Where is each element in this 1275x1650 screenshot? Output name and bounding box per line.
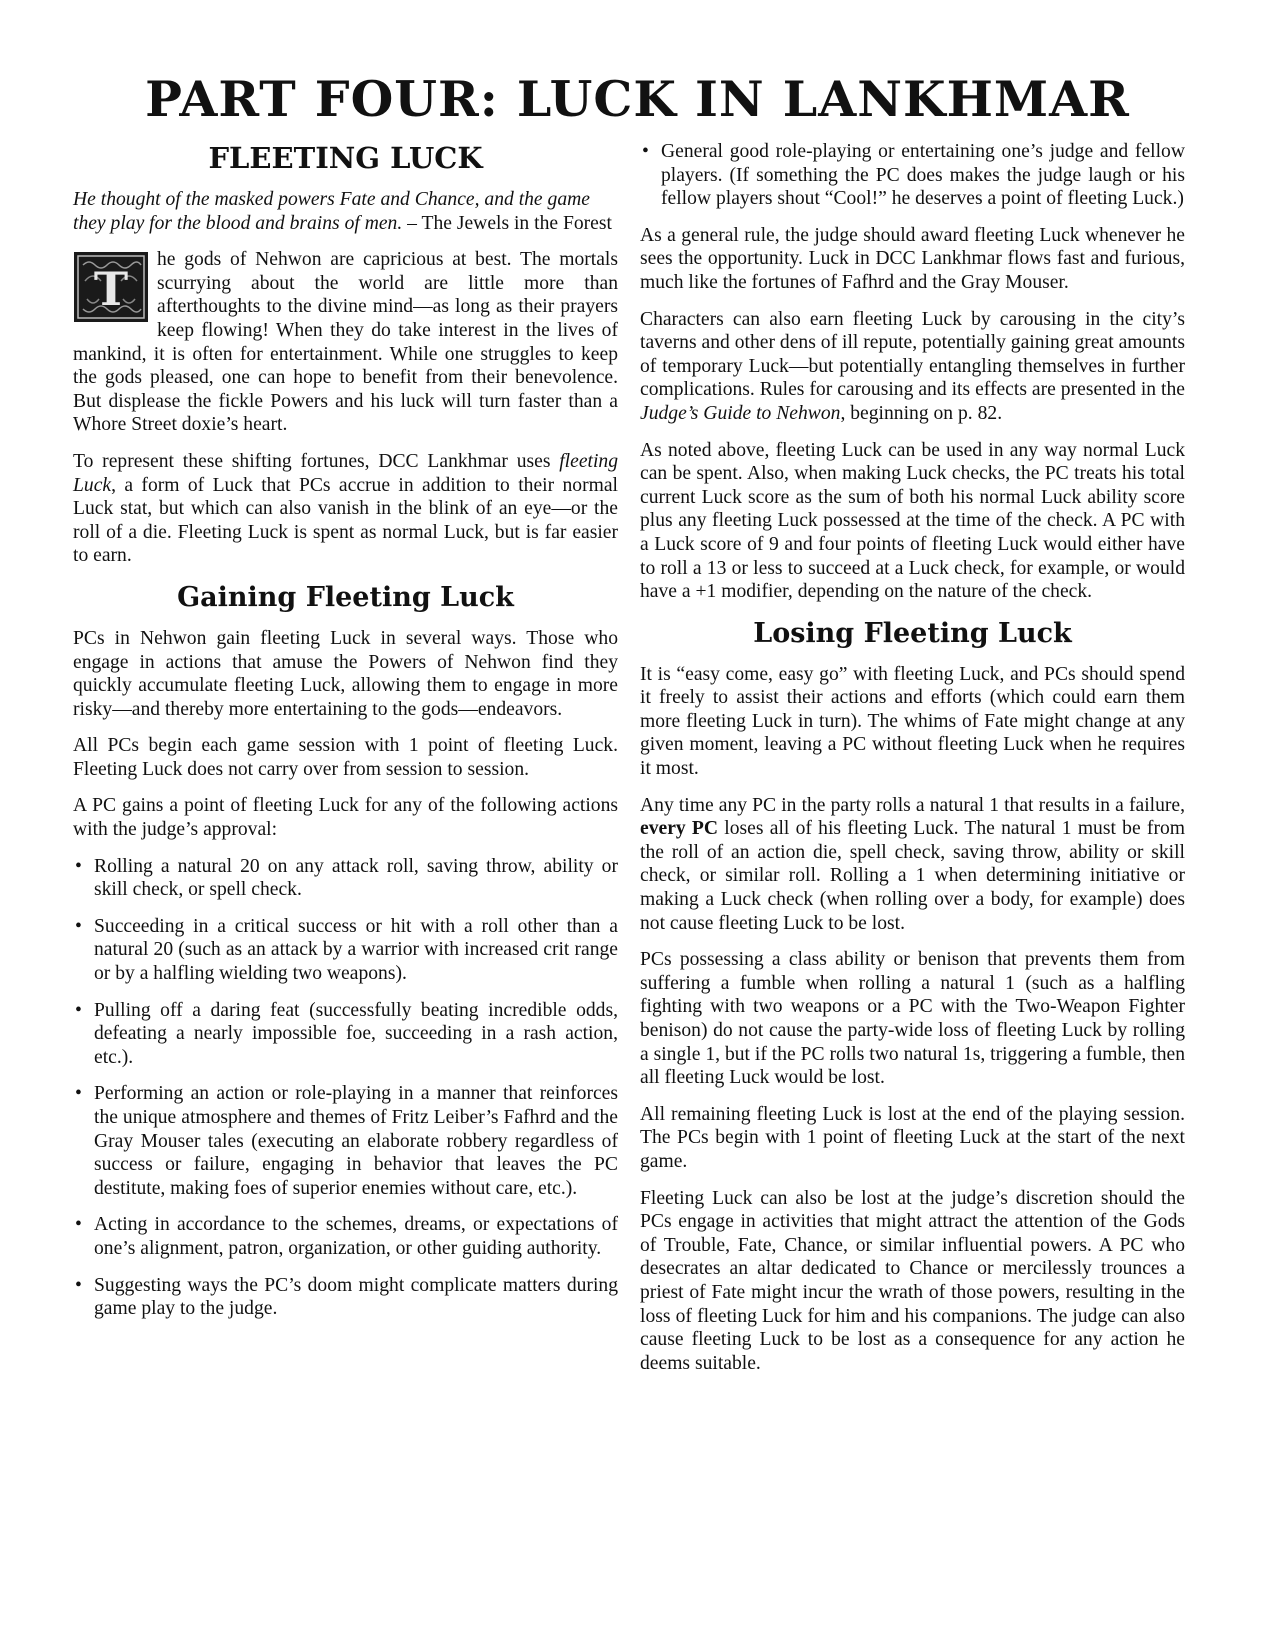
- text-span: Any time any PC in the party rolls a natural 1 that results in a failure,: [640, 794, 1185, 816]
- dropcap-letter: T: [93, 262, 129, 317]
- list-item: • Suggesting ways the PC’s doom might complicate matters during game play to the judge.: [73, 1274, 618, 1321]
- list-item: • Performing an action or role-playing in a manner that reinforces the unique atmosphere and themes of Fritz Leiber’s Fafhrd and the Gray Mouser tales (executing an elaborate robbery regardless of success or failure, engaging in behavior that leaves the PC destitute, making foes of superior enemies without care, etc.).: [73, 1082, 618, 1200]
- gain-list-right: [640, 140, 1185, 211]
- paragraph-gaining-2: All PCs begin each game session with 1 point of fleeting Luck. Fleeting Luck does not carry over from session to session.: [73, 735, 618, 780]
- paragraph-losing-2: [640, 794, 1185, 936]
- list-item: • Rolling a natural 20 on any attack roll, saving throw, ability or skill check, or spell check.: [73, 855, 618, 902]
- emphasis-every-pc: every PC: [640, 818, 719, 840]
- emphasis-judges-guide: Judge’s Guide to Nehwon: [640, 402, 841, 424]
- paragraph-losing-4: All remaining fleeting Luck is lost at the end of the playing session. The PCs begin with 1 point of fleeting Luck at the start of the next game.: [640, 1103, 1185, 1172]
- paragraph-gaining-3: A PC gains a point of fleeting Luck for any of the following actions with the judge’s approval:: [73, 795, 618, 841]
- paragraph-losing-3: PCs possessing a class ability or benison that prevents them from suffering a fumble when rolling a natural 1 (such as a halfling fighting with two weapons or a PC with the Two-Weapon Fighter benison) do not cause the party-wide loss of fleeting Luck by rolling a single 1, but if the PC rolls two natural 1s, triggering a fumble, then all fleeting Luck would be lost.: [640, 949, 1185, 1089]
- paragraph-gaining-5: [640, 308, 1185, 426]
- text-span: Characters can also earn fleeting Luck by carousing in the city’s taverns and other dens of ill repute, potentially gaining great amounts of temporary Luck—but potentially entangling themselves in further complications. Rules for carousing and its effects are presented in the: [640, 308, 1185, 401]
- epigraph: [73, 188, 618, 235]
- intro-paragraph: [73, 248, 618, 437]
- list-item: • Pulling off a daring feat (successfully beating incredible odds, defeating a nearly impossible foe, succeeding in a rash action, etc.).: [73, 999, 618, 1070]
- subheading-gaining: Gaining Fleeting Luck: [177, 581, 514, 613]
- text-span: , beginning on p. 82.: [840, 402, 1003, 424]
- text-span: To represent these shifting fortunes, DCC Lankhmar uses: [73, 450, 560, 472]
- intro-text: he gods of Nehwon are capricious at best. The mortals scurrying about the world are little more than afterthoughts to the divine mind—as long as their prayers keep flowing! When they do take interest in the lives of mankind, it is often for entertainment. While one struggles to keep the gods pleased, one can hope to benefit from their benevolence. But displease the fickle Powers and his luck will turn faster than a Whore Street doxie’s heart.: [73, 249, 618, 436]
- dropcap-t-ornament: [73, 251, 149, 323]
- section-heading-fleeting-luck: FLEETING LUCK: [208, 141, 483, 175]
- paragraph-losing-5: Fleeting Luck can also be lost at the judge’s discretion should the PCs engage in activities that might attract the attention of the Gods of Trouble, Fate, Chance, or similar influential powers. A PC who desecrates an altar dedicated to Chance or mercilessly trounces a priest of Fate might incur the wrath of those powers, resulting in the loss of fleeting Luck for him and his companions. The judge can also cause fleeting Luck to be lost as a consequence for any action he deems suitable.: [640, 1187, 1185, 1374]
- subheading-losing: Losing Fleeting Luck: [753, 617, 1072, 649]
- left-column: [73, 140, 618, 1334]
- emphasis-fleeting-luck: fleeting Luck: [73, 450, 618, 496]
- paragraph-losing-1: It is “easy come, easy go” with fleeting Luck, and PCs should spend it freely to assist their actions and efforts (which could earn them more fleeting Luck in turn). The whims of Fate might change at any given moment, leaving a PC without fleeting Luck when he requires it most.: [640, 663, 1185, 780]
- text-span: loses all of his fleeting Luck. The natural 1 must be from the roll of an action die, spell check, saving throw, ability or skill check, or similar roll. Rolling a 1 when determining initiative or making a Luck check (when rolling over a body, for example) does not cause fleeting Luck to be lost.: [640, 818, 1186, 934]
- epigraph-source: – The Jewels in the Forest: [402, 212, 612, 234]
- right-column: [640, 140, 1185, 1388]
- paragraph-gaining-6: As noted above, fleeting Luck can be used in any way normal Luck can be spent. Also, when making Luck checks, the PC treats his total current Luck score as the sum of both his normal Luck ability score plus any fleeting Luck possessed at the time of the check. A PC with a Luck score of 9 and four points of fleeting Luck would either have to roll a 13 or less to succeed at a Luck check, for example, or would have a +1 modifier, depending on the nature of the check.: [640, 439, 1185, 603]
- page-title: PART FOUR: LUCK IN LANKHMAR: [145, 70, 1130, 128]
- epigraph-quote: He thought of the masked powers Fate and Chance, and the game they play for the blood and brains of men.: [73, 189, 590, 234]
- list-item: • Succeeding in a critical success or hit with a roll other than a natural 20 (such as an attack by a warrior with increased crit range or by a halfling wielding two weapons).: [73, 915, 618, 986]
- list-item: • Acting in accordance to the schemes, dreams, or expectations of one’s alignment, patron, organization, or other guiding authority.: [73, 1213, 618, 1260]
- text-span: , a form of Luck that PCs accrue in addition to their normal Luck stat, but which can also vanish in the blink of an eye—or the roll of a die. Fleeting Luck is spent as normal Luck, but is far easier to earn.: [73, 474, 618, 567]
- gain-list-left: [73, 855, 618, 1321]
- paragraph-gaining-4: As a general rule, the judge should award fleeting Luck whenever he sees the opportunity. Luck in DCC Lankhmar flows fast and furious, much like the fortunes of Fafhrd and the Gray Mouser.: [640, 224, 1185, 293]
- paragraph-shifting-fortunes: [73, 450, 618, 568]
- paragraph-gaining-1: PCs in Nehwon gain fleeting Luck in several ways. Those who engage in actions that amuse the Powers of Nehwon find they quickly accumulate fleeting Luck, allowing them to engage in more risky—and thereby more entertaining to the gods—endeavors.: [73, 627, 618, 720]
- list-item: • General good role-playing or entertaining one’s judge and fellow players. (If something the PC does makes the judge laugh or his fellow players shout “Cool!” he deserves a point of fleeting Luck.): [640, 140, 1185, 211]
